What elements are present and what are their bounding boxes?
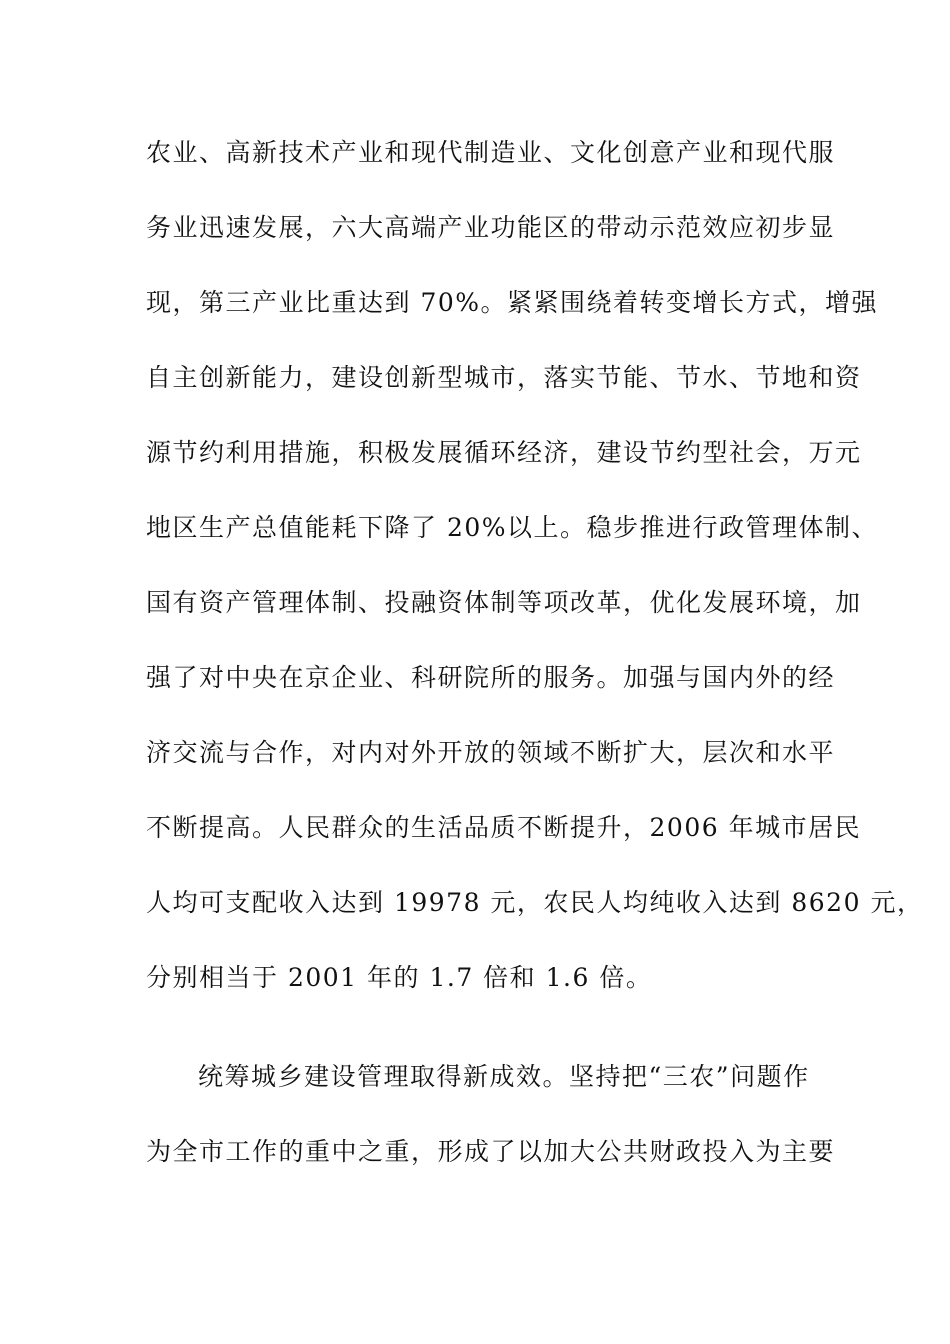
text-line: 源节约利用措施，积极发展循环经济，建设节约型社会，万元 (146, 438, 862, 467)
document-body (146, 128, 924, 1202)
text-line: 分别相当于 2001 年的 1.7 倍和 1.6 倍。 (146, 963, 653, 992)
text-line: 为全市工作的重中之重，形成了以加大公共财政投入为主要 (146, 1137, 836, 1166)
text-line: 人均可支配收入达到 19978 元，农民人均纯收入达到 8620 元， (146, 888, 924, 917)
text-line: 自主创新能力，建设创新型城市，落实节能、节水、节地和资 (146, 363, 862, 392)
paragraph-2 (146, 1052, 836, 1202)
paragraph-gap (146, 1028, 816, 1052)
text-line-indented: 统筹城乡建设管理取得新成效。坚持把“三农”问题作 (198, 1062, 810, 1091)
text-line: 务业迅速发展，六大高端产业功能区的带动示范效应初步显 (146, 213, 836, 242)
text-line: 现，第三产业比重达到 70%。紧紧围绕着转变增长方式，增强 (146, 288, 879, 317)
text-line: 农业、高新技术产业和现代制造业、文化创意产业和现代服 (146, 138, 836, 167)
text-line: 不断提高。人民群众的生活品质不断提升，2006 年城市居民 (146, 813, 862, 842)
text-line: 地区生产总值能耗下降了 20%以上。稳步推进行政管理体制、 (146, 513, 879, 542)
text-line: 济交流与合作，对内对外开放的领域不断扩大，层次和水平 (146, 738, 836, 767)
text-line: 国有资产管理体制、投融资体制等项改革，优化发展环境，加 (146, 588, 862, 617)
paragraph-1 (146, 128, 924, 1028)
text-line: 强了对中央在京企业、科研院所的服务。加强与国内外的经 (146, 663, 836, 692)
